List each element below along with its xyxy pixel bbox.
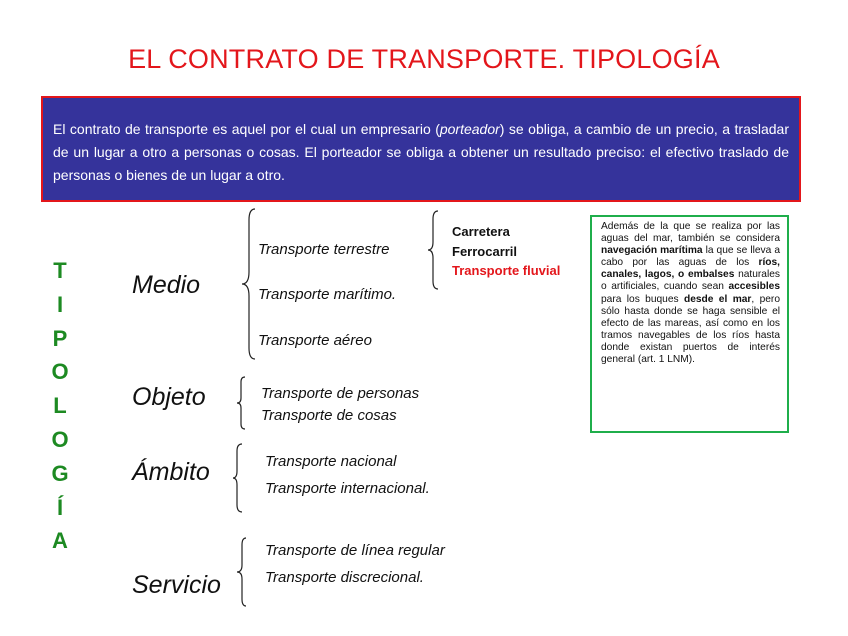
vertical-letter: A: [52, 528, 68, 554]
note-text: para los buques: [601, 293, 684, 305]
note-text: , pero sólo hasta donde se haga sensible el efecto de las mareas, así como en los tramos navegables de los ríos hasta donde existan puertos de interés general (art. 1 LNM).: [601, 293, 780, 366]
item-transporte-personas: Transporte de personas: [261, 385, 420, 402]
category-objeto: Objeto: [132, 383, 206, 411]
note-text: la que se lleva a cabo por las aguas de los: [601, 245, 780, 269]
vertical-letter: O: [51, 426, 69, 452]
vertical-letter: Í: [56, 494, 64, 520]
definition-term: porteador: [439, 121, 500, 137]
vertical-letter: P: [52, 325, 68, 351]
category-servicio: Servicio: [132, 571, 221, 599]
definition-text-start: El contrato de transporte es aquel por el cual un empresario (: [53, 121, 440, 137]
sub-ferrocarril: Ferrocarril: [452, 244, 518, 259]
definition-text-end: ) se obliga, a cambio de un precio, a trasladar de un lugar a otro a personas o cosas. El porteador se obliga a obtener un resultado preciso: el efectivo traslado de personas o bienes de un lugar a otro.: [53, 121, 790, 183]
vertical-letter: T: [53, 258, 67, 283]
note-text: Además de la que se realiza por las aguas del mar, también se considera: [601, 221, 780, 245]
vertical-letter: L: [53, 393, 67, 419]
note-bold: accesibles: [728, 281, 780, 293]
item-linea-regular: Transporte de línea regular: [265, 542, 445, 559]
page-title: EL CONTRATO DE TRANSPORTE. TIPOLOGÍA: [128, 44, 720, 74]
item-transporte-terrestre: Transporte terrestre: [258, 241, 390, 258]
vertical-letter: I: [56, 291, 64, 317]
vertical-letter: G: [51, 460, 69, 486]
item-transporte-maritimo: Transporte marítimo.: [258, 286, 397, 303]
definition-box: [41, 96, 801, 202]
note-bold: navegación marítima: [601, 245, 703, 257]
vertical-tipologia-label: [48, 254, 72, 558]
item-discrecional: Transporte discrecional.: [265, 569, 424, 586]
note-text: naturales o artificiales, cuando sean: [601, 269, 780, 293]
navegacion-maritima-note: [590, 215, 789, 433]
sub-transporte-fluvial: Transporte fluvial: [452, 263, 561, 278]
item-transporte-cosas: Transporte de cosas: [261, 407, 397, 424]
brace-ambito: [232, 443, 246, 513]
note-bold: ríos, canales, lagos, o embalses: [601, 257, 780, 281]
brace-medio: [240, 208, 260, 360]
note-bold: desde el mar: [683, 293, 752, 305]
sub-carretera: Carretera: [452, 224, 510, 239]
item-transporte-internacional: Transporte internacional.: [265, 480, 430, 497]
brace-objeto: [236, 376, 248, 430]
brace-servicio: [236, 537, 248, 607]
brace-terrestre: [427, 210, 441, 290]
item-transporte-aereo: Transporte aéreo: [258, 332, 372, 349]
category-ambito: Ámbito: [132, 458, 210, 486]
category-medio: Medio: [132, 271, 201, 299]
item-transporte-nacional: Transporte nacional: [265, 453, 397, 470]
vertical-letter: O: [51, 359, 69, 385]
